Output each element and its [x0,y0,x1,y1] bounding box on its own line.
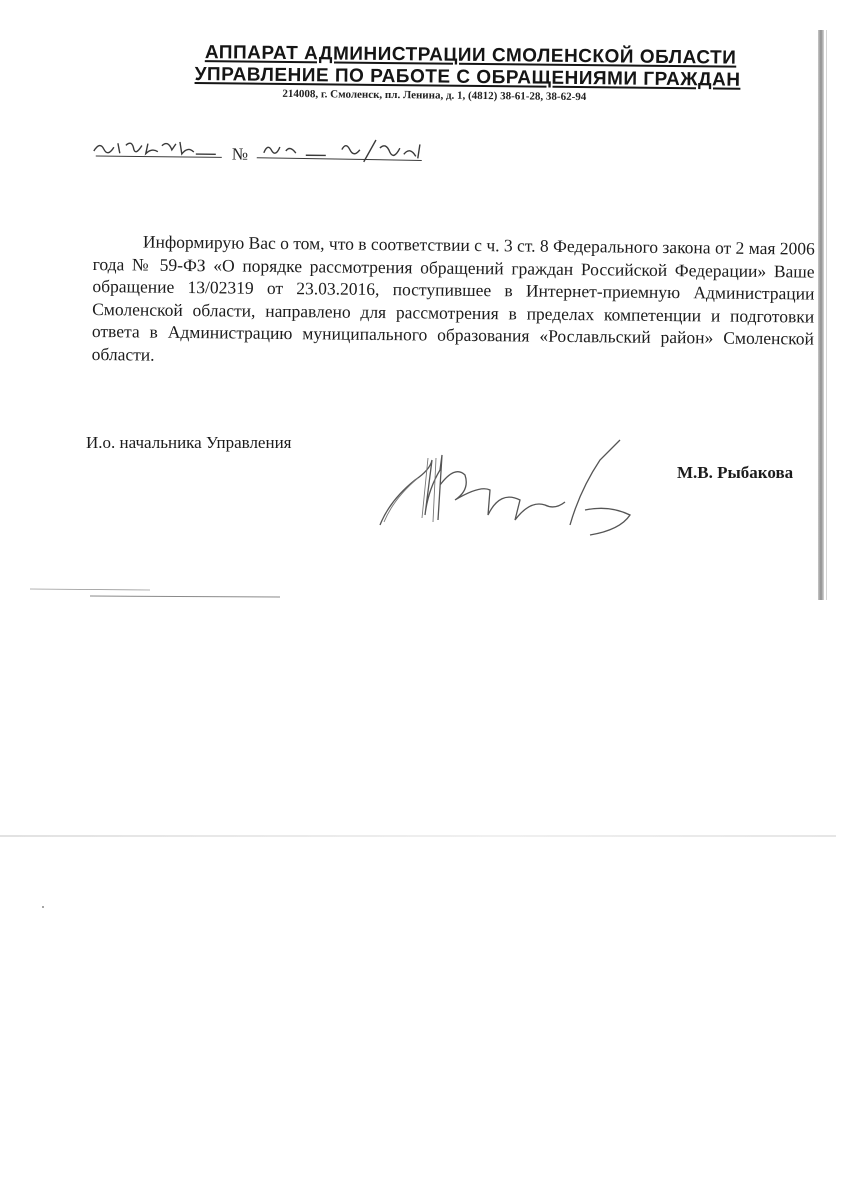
scan-edge-shadow [818,30,824,600]
handwritten-number [92,135,432,179]
registration-line [92,135,432,179]
signer-name: М.В. Рыбакова [677,463,794,482]
letterhead-department: УПРАВЛЕНИЕ ПО РАБОТЕ С ОБРАЩЕНИЯМИ ГРАЖДАН [194,63,741,91]
signer-title: И.о. начальника Управления [86,433,292,452]
signature-image [370,430,650,540]
scan-edge-line [826,30,827,600]
letter-body: Информирую Вас о том, что в соответствии с ч. 3 ст. 8 Федерального закона от 2 мая 2006 года № 59-ФЗ «О порядке рассмотрения обращений граждан Российской Федерации» Ваше обращение 13/02319 от 23.03.2016, поступившее в Интернет-приемную Администрации Смоленской области, направлено для рассмотрения в пределах компетенции и подготовки ответа в Администрацию муниципального образования «Рославльский район» Смоленской области. [91,231,815,365]
page-cut-marks [30,587,280,599]
letterhead-address: 214008, г. Смоленск, пл. Ленина, д. 1, (4812) 38-61-28, 38-62-94 [282,87,587,104]
registration-number-label: № [231,144,249,164]
scan-fold-line [0,835,836,837]
letterhead-organization: АППАРАТ АДМИНИСТРАЦИИ СМОЛЕНСКОЙ ОБЛАСТИ [204,42,737,69]
scan-speck [42,906,44,908]
letterhead [194,42,741,105]
